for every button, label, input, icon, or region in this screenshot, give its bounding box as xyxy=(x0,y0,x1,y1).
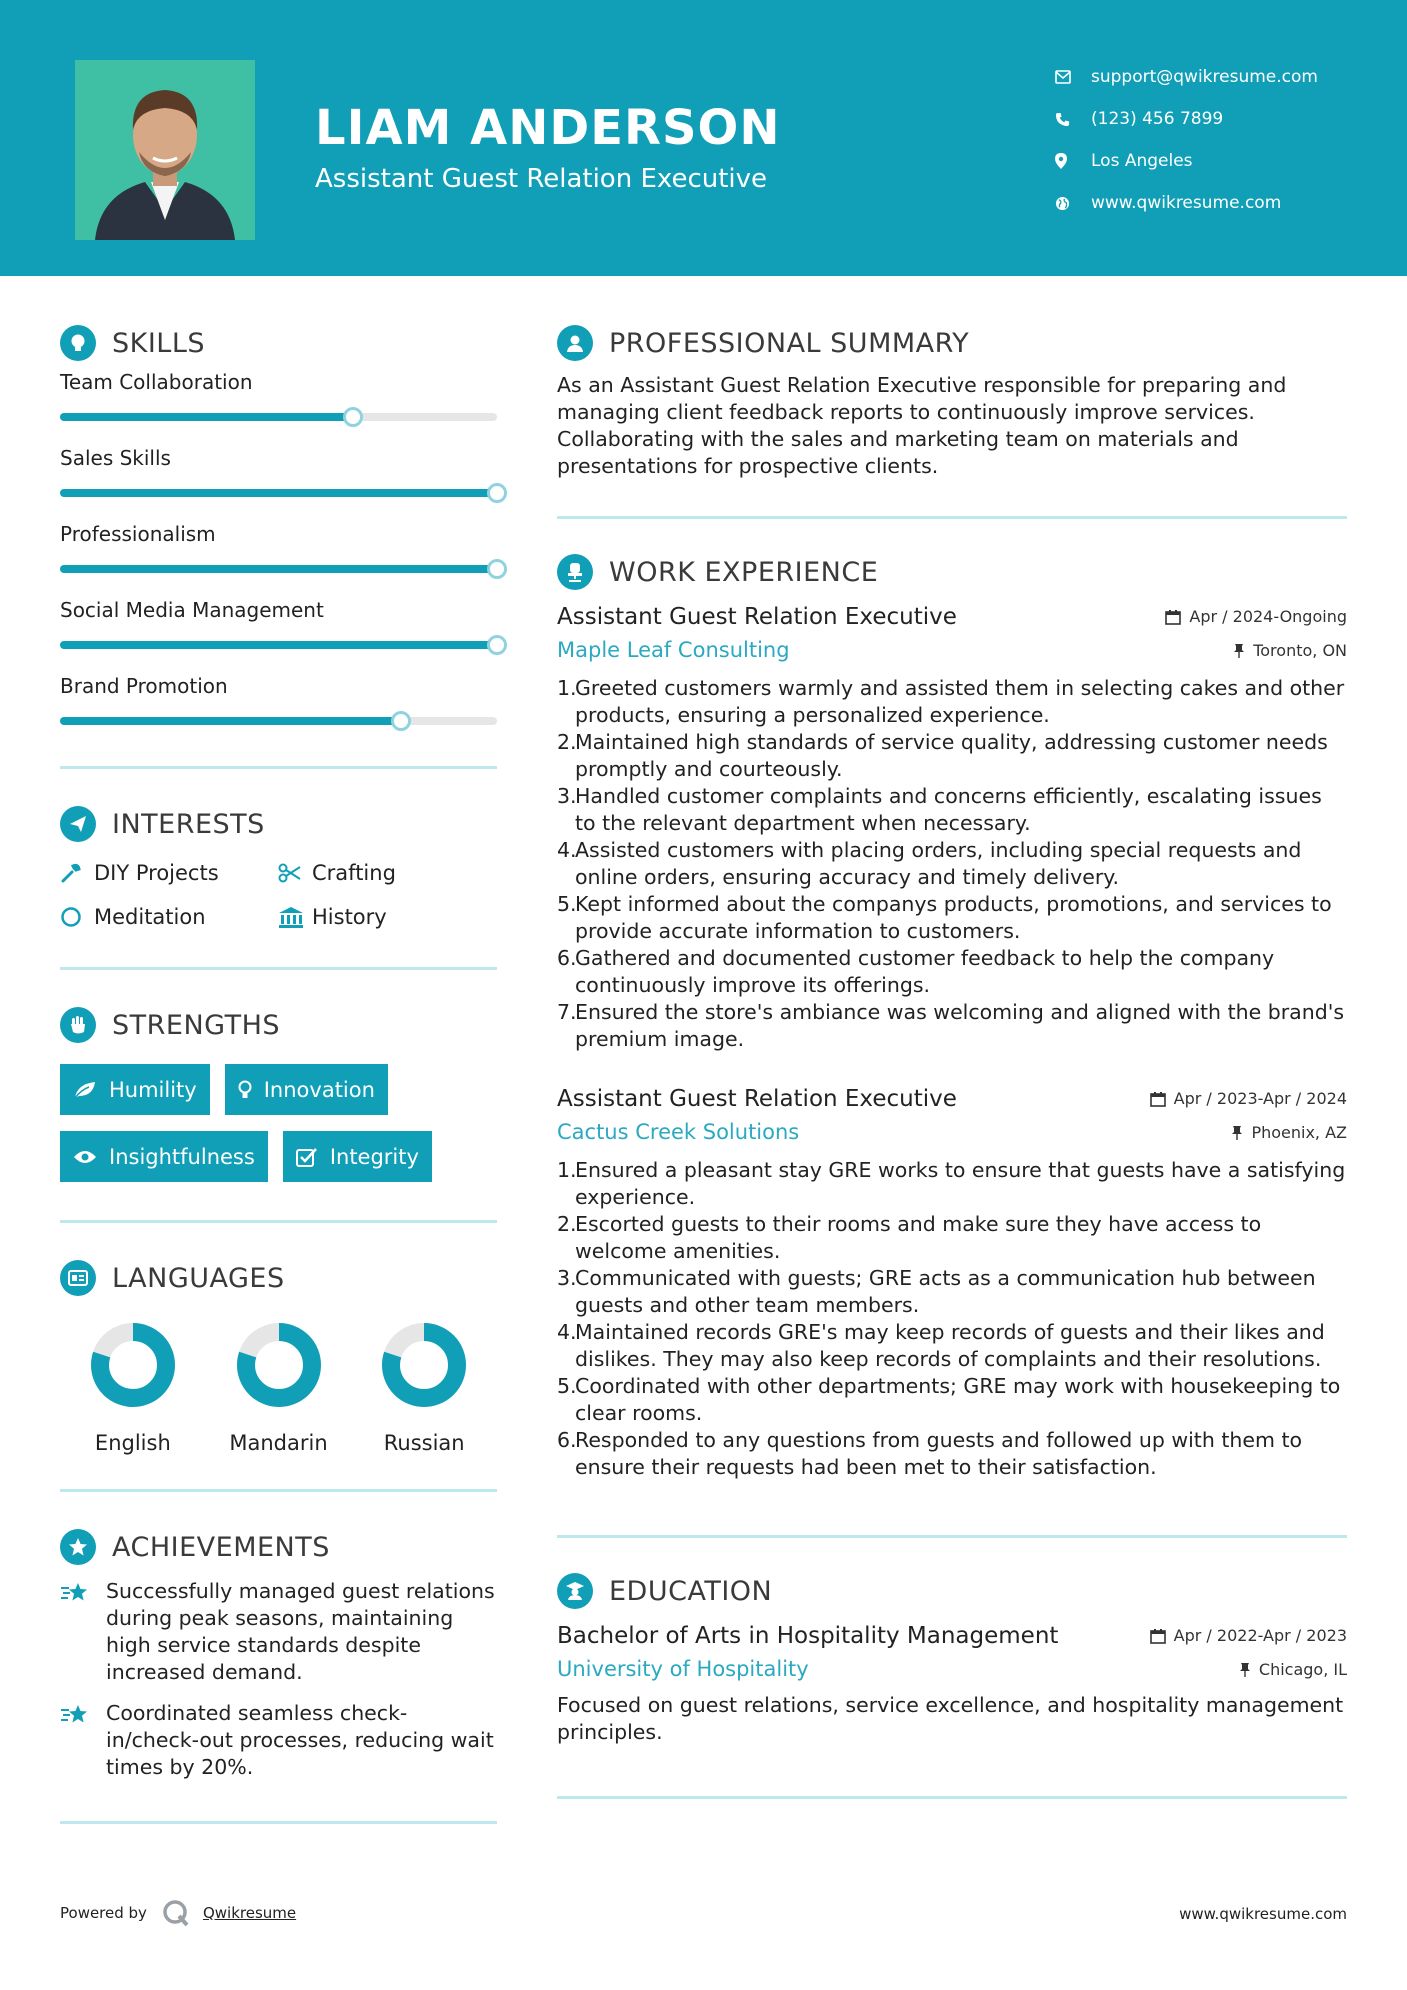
skill-bar xyxy=(60,717,497,725)
achievements-header xyxy=(60,1522,497,1572)
interest-item xyxy=(60,901,278,933)
skill-bar xyxy=(60,565,497,573)
skill-bar-knob xyxy=(391,711,411,731)
achievements-list xyxy=(60,1572,497,1821)
education-header xyxy=(557,1566,1347,1616)
list-item: 2. Maintained high standards of service quality, addressing customer needs promptly and courteously. xyxy=(557,730,1328,781)
language-item xyxy=(351,1321,497,1455)
strength-label: Innovation xyxy=(263,1077,375,1102)
interest-label: History xyxy=(312,905,387,929)
section-title: WORK EXPERIENCE xyxy=(609,556,879,588)
job-dates: Apr / 2024-Ongoing xyxy=(1165,607,1347,626)
interest-item xyxy=(278,857,497,889)
job-dates: Apr / 2023-Apr / 2024 xyxy=(1150,1089,1347,1108)
strengths-header xyxy=(60,1000,497,1050)
shooting-star-icon xyxy=(60,1578,106,1610)
resume-header xyxy=(0,0,1407,276)
section-title: SKILLS xyxy=(112,327,206,359)
skill-label: Professionalism xyxy=(60,522,216,546)
list-item: 1. Greeted customers warmly and assisted them in selecting cakes and other products, ensuring a personalized experience. xyxy=(557,676,1345,727)
list-item: 7. Ensured the store's ambiance was welcoming and aligned with the brand's premium image. xyxy=(557,1000,1345,1051)
school-name: University of Hospitality xyxy=(557,1657,809,1681)
footer-website-link[interactable]: www.qwikresume.com xyxy=(1179,1905,1347,1923)
section-title: PROFESSIONAL SUMMARY xyxy=(609,327,970,359)
skill-item xyxy=(60,520,497,596)
skill-bar-fill xyxy=(60,413,353,421)
scissors-icon xyxy=(278,863,312,883)
skill-bar xyxy=(60,489,497,497)
pushpin-icon xyxy=(1239,1662,1251,1678)
job-company: Cactus Creek Solutions xyxy=(557,1120,800,1144)
section-title: STRENGTHS xyxy=(112,1009,281,1041)
job-location: Toronto, ON xyxy=(1233,641,1347,660)
list-item: 3. Communicated with guests; GRE acts as a communication hub between guests and other team members. xyxy=(557,1266,1316,1317)
job-title: Assistant Guest Relation Executive xyxy=(557,1086,957,1112)
interest-item xyxy=(278,901,497,933)
language-icon xyxy=(60,1260,96,1296)
section-divider xyxy=(557,1535,1347,1538)
interests-header xyxy=(60,799,497,849)
interest-item xyxy=(60,857,278,889)
strength-tag xyxy=(60,1131,268,1182)
list-item: 1. Ensured a pleasant stay GRE works to ensure that guests have a satisfying experience. xyxy=(557,1158,1346,1209)
language-donut xyxy=(89,1321,177,1409)
strength-label: Integrity xyxy=(329,1144,419,1169)
strength-label: Humility xyxy=(109,1077,197,1102)
calendar-icon xyxy=(1150,1628,1166,1644)
job-bullets xyxy=(557,1149,1347,1481)
section-divider xyxy=(60,1489,497,1492)
contact-location: Los Angeles xyxy=(1055,140,1375,182)
interest-label: Meditation xyxy=(94,905,206,929)
list-item: 6. Responded to any questions from guests and followed up with them to ensure their requests had been met to their satisfaction. xyxy=(557,1428,1303,1479)
lightbulb-icon xyxy=(60,325,96,361)
degree-title: Bachelor of Arts in Hospitality Management xyxy=(557,1623,1059,1649)
graduate-icon xyxy=(557,1573,593,1609)
checkbox-icon xyxy=(296,1147,318,1167)
profile-photo xyxy=(75,60,255,240)
skill-bar xyxy=(60,413,497,421)
job-entry xyxy=(557,1083,1347,1481)
candidate-name: LIAM ANDERSON xyxy=(315,100,781,156)
skill-label: Sales Skills xyxy=(60,446,171,470)
right-column xyxy=(557,318,1347,1799)
strength-tag xyxy=(225,1064,388,1115)
envelope-icon xyxy=(1055,70,1091,84)
language-label: Mandarin xyxy=(229,1431,328,1455)
summary-header xyxy=(557,318,1347,368)
footer-powered-by: Powered by Qwikresume xyxy=(60,1898,296,1928)
circle-icon xyxy=(60,906,94,928)
strength-label: Insightfulness xyxy=(109,1144,255,1169)
phone-icon xyxy=(1055,112,1091,127)
section-title: LANGUAGES xyxy=(112,1262,285,1294)
summary-text: As an Assistant Guest Relation Executive responsible for preparing and managing client feedback reports to continuously improve services. Collaborating with the sales and marketing team on materials and presentations for prospective clients. xyxy=(557,373,1287,478)
skill-bar-knob xyxy=(487,559,507,579)
achievement-item xyxy=(60,1700,497,1781)
list-item: 5. Coordinated with other departments; GRE may work with housekeeping to clear rooms. xyxy=(557,1374,1341,1425)
list-item: 4. Assisted customers with placing orders, including special requests and online orders, ensuring accuracy and timely delivery. xyxy=(557,838,1302,889)
job-title: Assistant Guest Relation Executive xyxy=(557,604,957,630)
skills-header xyxy=(60,318,497,368)
globe-icon xyxy=(1055,196,1091,211)
strengths-list xyxy=(60,1050,497,1220)
language-label: Russian xyxy=(383,1431,465,1455)
interest-label: Crafting xyxy=(312,861,396,885)
contact-phone[interactable]: (123) 456 7899 xyxy=(1055,98,1375,140)
skills-list xyxy=(60,368,497,766)
museum-icon xyxy=(278,906,312,928)
skill-bar-fill xyxy=(60,641,497,649)
languages-header xyxy=(60,1253,497,1303)
education-description: Focused on guest relations, service excellence, and hospitality management principles. xyxy=(557,1693,1344,1744)
left-column xyxy=(60,318,497,1824)
eye-icon xyxy=(73,1149,97,1165)
skill-label: Social Media Management xyxy=(60,598,324,622)
language-donut xyxy=(235,1321,323,1409)
language-item xyxy=(60,1321,206,1455)
leaf-icon xyxy=(73,1080,97,1100)
list-item: 3. Handled customer complaints and concerns efficiently, escalating issues to the relevant department when necessary. xyxy=(557,784,1322,835)
skill-item xyxy=(60,596,497,672)
skill-item xyxy=(60,368,497,444)
achievement-text: Successfully managed guest relations during peak seasons, maintaining high service standards despite increased demand. xyxy=(106,1579,495,1684)
education-location: Chicago, IL xyxy=(1239,1660,1347,1679)
section-divider xyxy=(60,1220,497,1223)
list-item: 5. Kept informed about the companys products, promotions, and services to provide accurate information to customers. xyxy=(557,892,1332,943)
language-donut xyxy=(380,1321,468,1409)
section-divider xyxy=(557,516,1347,519)
contact-list xyxy=(1055,56,1375,224)
contact-email[interactable]: support@qwikresume.com xyxy=(1055,56,1375,98)
job-company: Maple Leaf Consulting xyxy=(557,638,790,662)
footer-brand-link[interactable]: Qwikresume xyxy=(202,1904,297,1922)
list-item: 2. Escorted guests to their rooms and make sure they have access to welcome amenities. xyxy=(557,1212,1262,1263)
language-label: English xyxy=(94,1431,171,1455)
shooting-star-icon xyxy=(60,1700,106,1732)
list-item: 4. Maintained records GRE's may keep records of guests and their likes and dislikes. They may also keep records of complaints and their resolutions. xyxy=(557,1320,1325,1371)
language-item xyxy=(206,1321,352,1455)
skill-bar-knob xyxy=(487,483,507,503)
pushpin-icon xyxy=(1231,1125,1243,1141)
qwikresume-logo-icon xyxy=(161,1898,191,1928)
fist-icon xyxy=(60,1007,96,1043)
section-divider xyxy=(60,1821,497,1824)
candidate-title: Assistant Guest Relation Executive xyxy=(315,164,768,194)
lightbulb-icon xyxy=(238,1080,252,1100)
list-item: 6. Gathered and documented customer feedback to help the company continuously improve its offerings. xyxy=(557,946,1275,997)
skill-bar-fill xyxy=(60,717,401,725)
section-title: ACHIEVEMENTS xyxy=(112,1531,330,1563)
skill-bar xyxy=(60,641,497,649)
skill-bar-fill xyxy=(60,565,497,573)
skill-label: Brand Promotion xyxy=(60,674,228,698)
skill-label: Team Collaboration xyxy=(60,370,253,394)
section-title: INTERESTS xyxy=(112,808,265,840)
strength-tag xyxy=(60,1064,210,1115)
languages-list xyxy=(60,1303,497,1489)
experience-header xyxy=(557,547,1347,597)
job-location: Phoenix, AZ xyxy=(1231,1123,1347,1142)
education-dates: Apr / 2022-Apr / 2023 xyxy=(1150,1626,1347,1645)
skill-item xyxy=(60,672,497,748)
section-title: EDUCATION xyxy=(609,1575,773,1607)
education-entry xyxy=(557,1620,1347,1746)
calendar-icon xyxy=(1165,609,1181,625)
skill-bar-fill xyxy=(60,489,497,497)
achievement-text: Coordinated seamless check-in/check-out processes, reducing wait times by 20%. xyxy=(106,1701,494,1779)
interests-list xyxy=(60,849,497,967)
section-divider xyxy=(60,967,497,970)
interest-label: DIY Projects xyxy=(94,861,219,885)
calendar-icon xyxy=(1150,1091,1166,1107)
job-bullets xyxy=(557,667,1347,1053)
star-badge-icon xyxy=(60,1529,96,1565)
wrench-icon xyxy=(60,862,94,884)
skill-bar-knob xyxy=(343,407,363,427)
pushpin-icon xyxy=(1233,643,1245,659)
contact-website[interactable]: www.qwikresume.com xyxy=(1055,182,1375,224)
skill-item xyxy=(60,444,497,520)
paper-plane-icon xyxy=(60,806,96,842)
section-divider xyxy=(557,1796,1347,1799)
strength-tag xyxy=(283,1131,432,1182)
achievement-item xyxy=(60,1578,497,1686)
skill-bar-knob xyxy=(487,635,507,655)
job-entry xyxy=(557,601,1347,1053)
office-chair-icon xyxy=(557,554,593,590)
map-pin-icon xyxy=(1055,153,1091,169)
user-icon xyxy=(557,325,593,361)
section-divider xyxy=(60,766,497,769)
